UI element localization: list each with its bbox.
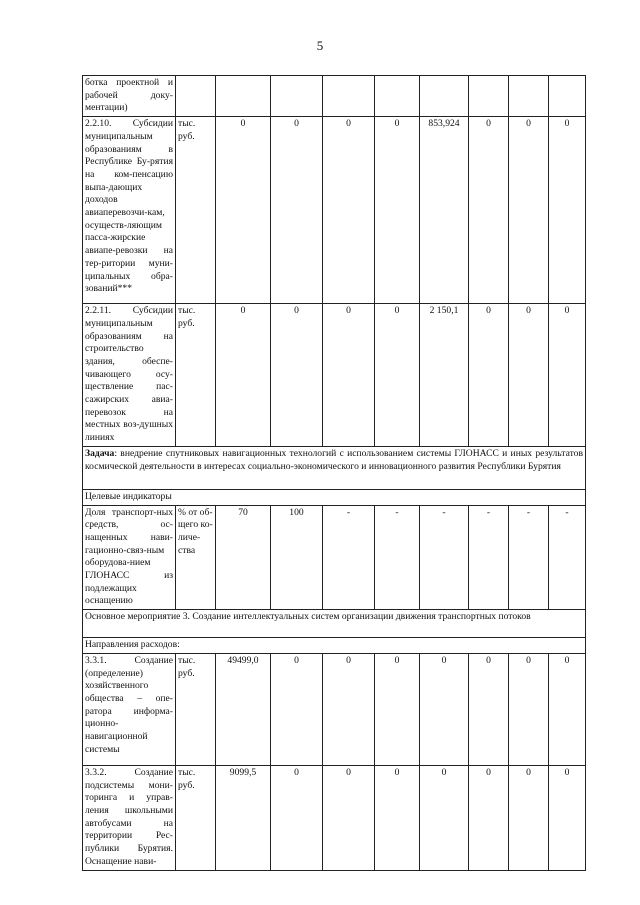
value-cell: 49499,0 — [216, 653, 271, 765]
table-row — [83, 76, 586, 117]
value-cell: 100 — [271, 505, 323, 610]
value-cell: 0 — [509, 653, 549, 765]
value-cell: 0 — [469, 765, 509, 870]
row-name: ботка проектной и рабочей доку-ментации) — [83, 76, 176, 117]
row-unit: тыс. руб. — [176, 117, 216, 304]
value-cell — [375, 76, 420, 117]
value-cell: 0 — [549, 304, 586, 447]
main-event-row — [83, 610, 586, 638]
table-row — [83, 653, 586, 765]
value-cell: 0 — [271, 117, 323, 304]
value-cell: 0 — [271, 653, 323, 765]
table-row — [83, 117, 586, 304]
value-cell: 0 — [420, 653, 469, 765]
value-cell: 0 — [469, 117, 509, 304]
task-label: Задача — [85, 447, 115, 459]
value-cell — [323, 76, 375, 117]
value-cell: 0 — [549, 653, 586, 765]
main-event: Основное мероприятие 3. Создание интеллектуальных систем организации движения транспортных потоков — [83, 610, 586, 638]
value-cell: 0 — [323, 117, 375, 304]
value-cell: 0 — [271, 304, 323, 447]
task-cell — [83, 446, 586, 489]
targets-header: Целевые индикаторы — [83, 489, 586, 505]
value-cell: - — [469, 505, 509, 610]
value-cell: 0 — [375, 653, 420, 765]
value-cell: 0 — [509, 117, 549, 304]
row-name: 3.3.2. Создание подсистемы мони-торинга и управ-ления школьными автобусами на территории Рес-публики Бурятия. Оснащение нави- — [83, 765, 176, 870]
task-text: : внедрение спутниковых навигационных технологий с использованием системы ГЛОНАСС и иных результатов космической деятельности в интересах социально-экономического и инновационного развития Республики Бурятия — [85, 447, 583, 472]
value-cell: 0 — [375, 765, 420, 870]
value-cell: - — [549, 505, 586, 610]
value-cell: 0 — [420, 765, 469, 870]
value-cell: 0 — [323, 653, 375, 765]
row-unit: тыс. руб. — [176, 304, 216, 447]
value-cell: 0 — [375, 117, 420, 304]
row-unit — [176, 76, 216, 117]
indicator-row — [83, 505, 586, 610]
row-unit: тыс. руб. — [176, 653, 216, 765]
value-cell: 0 — [509, 304, 549, 447]
value-cell — [271, 76, 323, 117]
value-cell: 0 — [323, 304, 375, 447]
value-cell: 2 150,1 — [420, 304, 469, 447]
table-row — [83, 765, 586, 870]
expenses-header-row — [83, 638, 586, 654]
value-cell: 0 — [216, 117, 271, 304]
row-name: Доля транспорт-ных средств, ос-нащенных нави-гационно-связ-ным оборудова-нием ГЛОНАСС из подлежащих оснащению — [83, 505, 176, 610]
value-cell: 0 — [469, 653, 509, 765]
value-cell — [469, 76, 509, 117]
row-name: 3.3.1. Создание (определение) хозяйственного общества – опе-ратора информа-ционно-навигационной системы — [83, 653, 176, 765]
page-number: 5 — [316, 38, 324, 53]
value-cell — [509, 76, 549, 117]
task-row — [83, 446, 586, 489]
expenses-header: Направления расходов: — [83, 638, 586, 654]
value-cell — [420, 76, 469, 117]
value-cell: 0 — [216, 304, 271, 447]
value-cell: - — [375, 505, 420, 610]
targets-header-row — [83, 489, 586, 505]
value-cell: 9099,5 — [216, 765, 271, 870]
program-table — [82, 75, 586, 871]
value-cell: 0 — [549, 765, 586, 870]
value-cell — [216, 76, 271, 117]
value-cell: - — [509, 505, 549, 610]
value-cell: 853,924 — [420, 117, 469, 304]
value-cell: - — [323, 505, 375, 610]
value-cell — [549, 76, 586, 117]
row-unit: тыс. руб. — [176, 765, 216, 870]
value-cell: 70 — [216, 505, 271, 610]
value-cell: 0 — [509, 765, 549, 870]
value-cell: - — [420, 505, 469, 610]
value-cell: 0 — [375, 304, 420, 447]
row-name: 2.2.10. Субсидии муниципальным образованиям в Республике Бу-рятия на ком-пенсацию выпа-дающих доходов авиаперевозчи-кам, осуществ-ляющим пасса-жирские авиапе-ревозки на тер-ритории муни-ципальных обра-зований*** — [83, 117, 176, 304]
value-cell: 0 — [549, 117, 586, 304]
value-cell: 0 — [323, 765, 375, 870]
value-cell: 0 — [271, 765, 323, 870]
table-row — [83, 304, 586, 447]
row-unit: % от об-щего ко-личе-ства — [176, 505, 216, 610]
row-name: 2.2.11. Субсидии муниципальным образованиям на строительство здания, обеспе-чивающего осу-ществление пас-сажирских авиа-перевозок на местных воз-душных линиях — [83, 304, 176, 447]
value-cell: 0 — [469, 304, 509, 447]
